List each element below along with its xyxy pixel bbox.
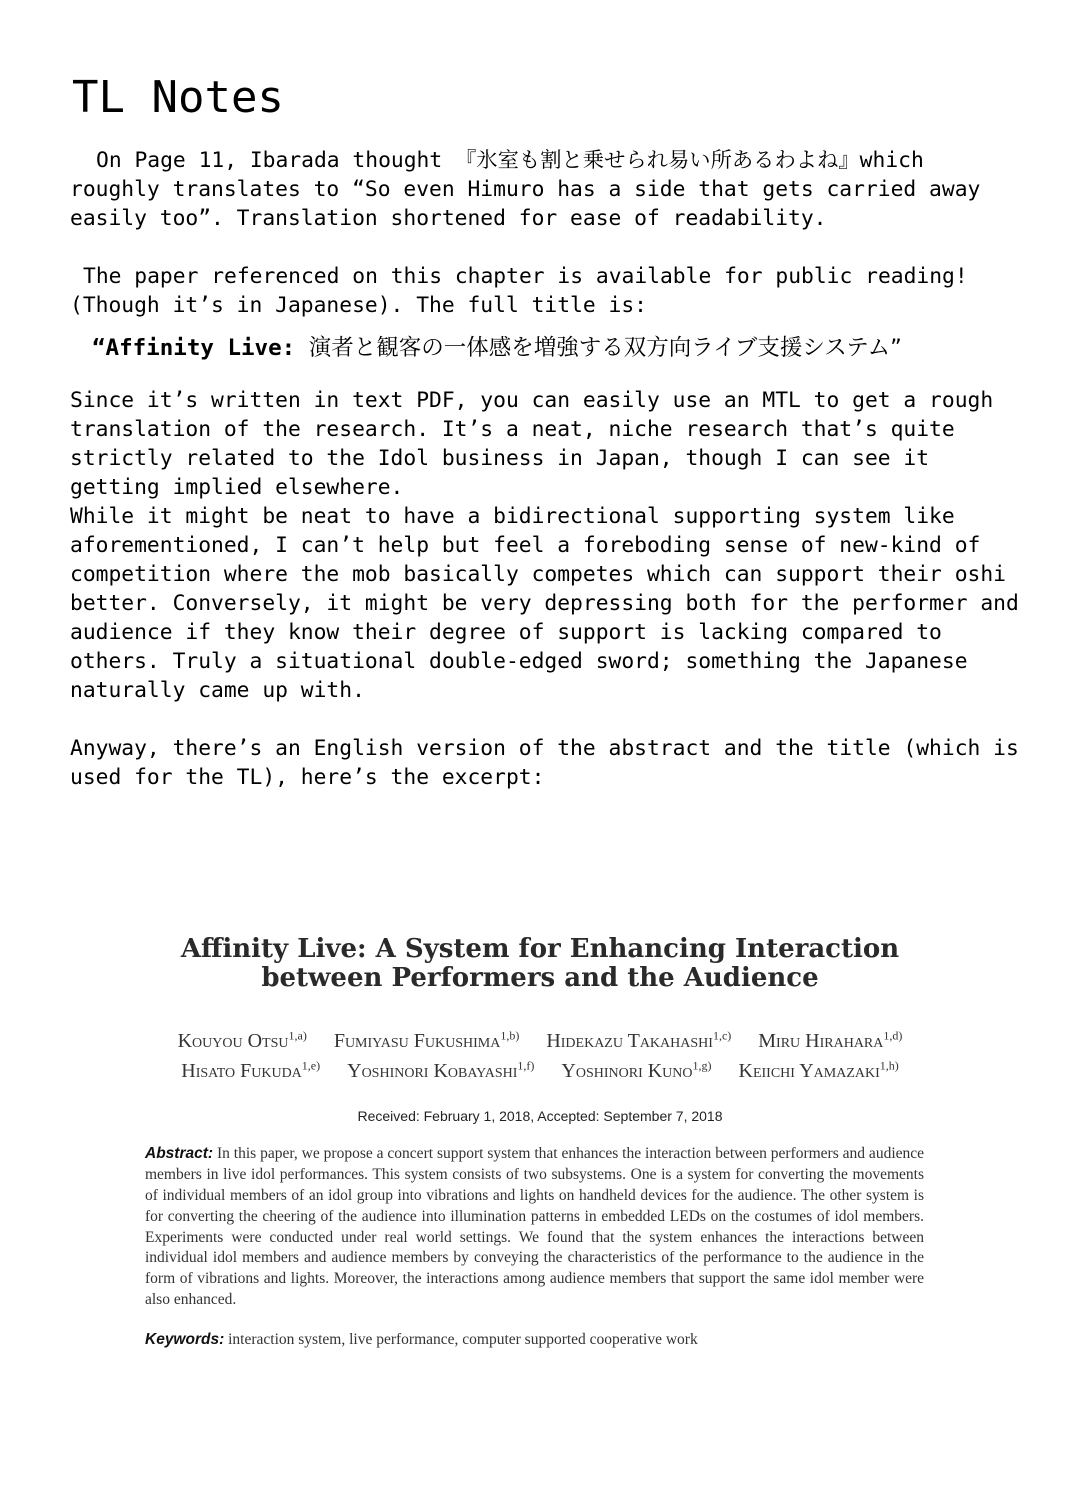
note-paragraph-5: Anyway, there’s an English version of the abstract and the title (which is used for the TL), here’s the excerpt: [70, 736, 1032, 790]
paper-title [90, 935, 990, 993]
author-list [90, 1023, 990, 1084]
paper-title-line-2: between Performers and the Audience [261, 963, 819, 993]
keywords-label: Keywords: [145, 1330, 225, 1348]
paper-full-title [92, 333, 1020, 363]
note-paragraph-3: Since it’s written in text PDF, you can easily use an MTL to get a rough translation of the research. It’s a neat, niche research that’s quite strictly related to the Idol business in Japan, though I can see it getting implied elsewhere. [70, 388, 1006, 500]
page-title: TL Notes [72, 72, 284, 123]
author: Keiichi Yamazaki$^{1,h)}$ [738, 1058, 899, 1083]
note-p1-tail: which roughly translates to “So even Himuro has a side that gets carried away easily too”. Translation shortened for ease of readability. [70, 148, 994, 231]
author: Hidekazu Takahashi$^{1,c)}$ [546, 1028, 732, 1052]
author: Fumiyasu Fukushima$^{1,b)}$ [333, 1028, 520, 1052]
full-title-en: “Affinity Live: [92, 335, 309, 361]
keywords [145, 1331, 924, 1349]
japanese-quote: 『氷室も割と乗せられ易い所あるわよね』 [455, 148, 860, 173]
abstract [145, 1144, 924, 1310]
note-p1-text: On Page 11, Ibarada thought [96, 148, 456, 173]
paper-excerpt [90, 935, 990, 1349]
received-date: Received: February 1, 2018, Accepted: September 7, 2018 [357, 1108, 723, 1125]
abstract-text: In this paper, we propose a concert support system that enhances the interaction between performers and audience members in live idol performances. This system consists of two subsystems. One is a system for converting the movements of individual members of an idol group into vibrations and lights on handheld devices for the audience. The other system is for converting the cheering of the audience into illumination patterns in embedded LEDs on the costumes of idol members. Experiments were conducted under real world settings. We found that the system enhances the interactions between individual idol members and audience members by conveying the characteristics of the performance to the audience in the form of vibrations and lights. Moreover, the interactions among audience members that support the same idol member were also enhanced. [145, 1145, 925, 1308]
abstract-label: Abstract: [145, 1145, 214, 1163]
author: Kouyou Otsu$^{1,a)}$ [177, 1028, 307, 1052]
keywords-text: interaction system, live performance, computer supported cooperative work [228, 1330, 698, 1348]
note-paragraph-4: While it might be neat to have a bidirectional supporting system like aforementioned, I can’t help but feel a foreboding sense of new-kind of competition where the mob basically competes which can support their oshi better. Conversely, it might be very depressing both for the performer and audience if they know their degree of support is lacking compared to others. Truly a situational double-edged sword; something the Japanese naturally came up with. [70, 504, 1032, 703]
author: Yoshinori Kuno$^{1,g)}$ [561, 1058, 712, 1083]
author: Hisato Fukuda$^{1,e)}$ [181, 1058, 321, 1083]
author: Yoshinori Kobayashi$^{1,f)}$ [347, 1058, 535, 1083]
note-paragraph-1 [70, 146, 1020, 233]
note-paragraph-2: The paper referenced on this chapter is available for public reading! (Though it’s in Japanese). The full title is: [70, 264, 981, 318]
full-title-jp: 演者と観客の一体感を増強する双方向ライブ支援システム” [308, 335, 902, 361]
author: Miru Hirahara$^{1,d)}$ [758, 1028, 903, 1052]
paper-title-line-1: Affinity Live: A System for Enhancing Interaction [180, 934, 900, 964]
tl-notes-section [70, 70, 1032, 792]
